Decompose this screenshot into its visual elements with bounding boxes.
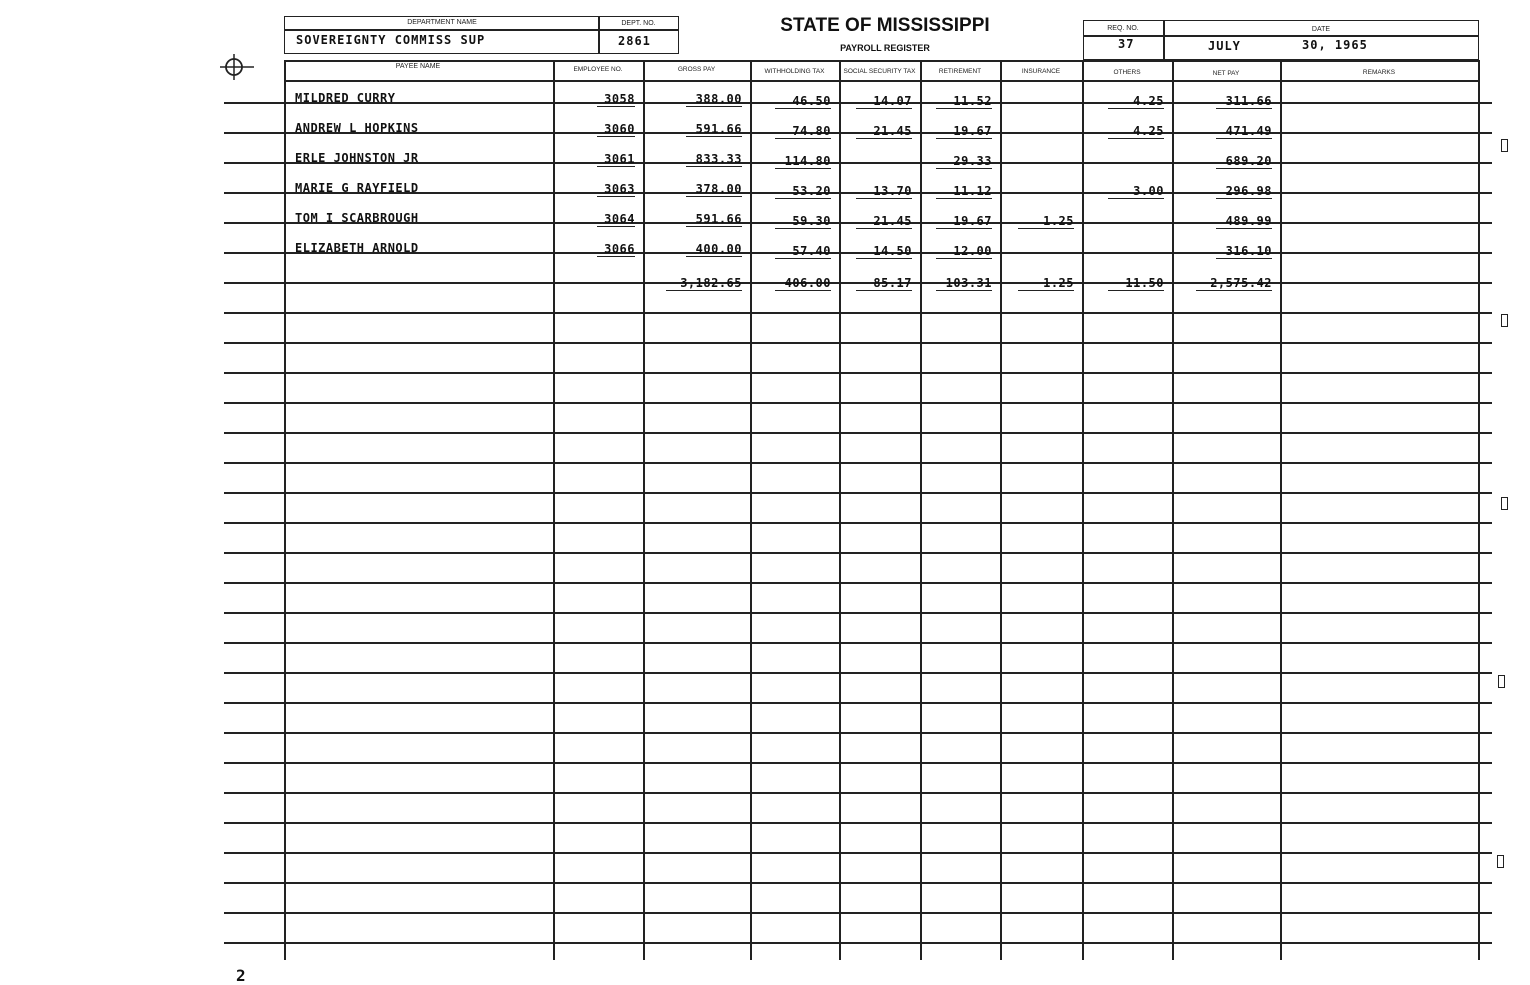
gross-pay-cell: 833.33: [686, 152, 742, 167]
retirement-cell: 19.67: [936, 214, 992, 229]
department-name-value: SOVEREIGNTY COMMISS SUP: [296, 33, 486, 47]
request-number-value: 37: [1118, 37, 1135, 51]
grid-column-line: [643, 60, 645, 960]
registration-mark-icon: [214, 52, 254, 82]
column-header-net-pay: NET PAY: [1212, 70, 1240, 77]
retirement-cell: 11.52: [936, 94, 992, 109]
grid-column-line: [1478, 60, 1480, 960]
grid-column-line: [839, 60, 841, 960]
column-header-insurance: INSURANCE: [1021, 68, 1061, 75]
net-pay-cell: 296.98: [1216, 184, 1272, 199]
social-security-tax-cell: 21.45: [856, 124, 912, 139]
payee-name-cell: ELIZABETH ARNOLD: [295, 241, 419, 255]
column-header-payee-name: PAYEE NAME: [395, 63, 441, 70]
column-header-others: OTHERS: [1113, 69, 1141, 76]
payee-name-cell: TOM I SCARBROUGH: [295, 211, 419, 225]
total-social-security-tax-cell: 85.17: [856, 276, 912, 291]
gross-pay-cell: 400.00: [686, 242, 742, 257]
column-header-social-security-tax: SOCIAL SECURITY TAX: [843, 68, 916, 75]
page-title: STATE OF MISSISSIPPI: [780, 15, 990, 36]
request-number-label: REQ. NO.: [1107, 25, 1139, 32]
grid-row-line: [224, 492, 1492, 494]
grid-column-line: [284, 60, 286, 960]
grid-row-line: [224, 762, 1492, 764]
grid-row-line: [224, 582, 1492, 584]
grid-row-line: [224, 942, 1492, 944]
total-net-pay-cell: 2,575.42: [1196, 276, 1272, 291]
grid-column-line: [1172, 60, 1174, 960]
date-month-value: JULY: [1208, 39, 1241, 53]
social-security-tax-cell: 14.50: [856, 244, 912, 259]
grid-row-line: [224, 882, 1492, 884]
column-header-retirement: RETIREMENT: [938, 68, 982, 75]
employee-number-cell: 3064: [597, 212, 635, 227]
employee-number-cell: 3060: [597, 122, 635, 137]
column-header-gross-pay: GROSS PAY: [677, 66, 716, 73]
gross-pay-cell: 591.66: [686, 122, 742, 137]
net-pay-cell: 316.10: [1216, 244, 1272, 259]
binder-mark-icon: [1501, 139, 1508, 152]
total-retirement-cell: 103.31: [936, 276, 992, 291]
grid-row-line: [224, 522, 1492, 524]
department-name-label: DEPARTMENT NAME: [407, 19, 477, 26]
grid-row-line: [224, 402, 1492, 404]
grid-row-line: [224, 912, 1492, 914]
grid-row-line: [224, 432, 1492, 434]
others-cell: 4.25: [1108, 124, 1164, 139]
withholding-tax-cell: 57.40: [775, 244, 831, 259]
total-others-cell: 11.50: [1108, 276, 1164, 291]
employee-number-cell: 3058: [597, 92, 635, 107]
column-header-remarks: REMARKS: [1362, 69, 1396, 76]
column-header-withholding-tax: WITHHOLDING TAX: [764, 68, 825, 75]
grid-row-line: [224, 672, 1492, 674]
social-security-tax-cell: 14.07: [856, 94, 912, 109]
net-pay-cell: 489.99: [1216, 214, 1272, 229]
binder-mark-icon: [1501, 497, 1508, 510]
employee-number-cell: 3063: [597, 182, 635, 197]
payee-name-cell: ERLE JOHNSTON JR: [295, 151, 419, 165]
grid-row-line: [224, 312, 1492, 314]
others-cell: 3.00: [1108, 184, 1164, 199]
withholding-tax-cell: 46.50: [775, 94, 831, 109]
gross-pay-cell: 388.00: [686, 92, 742, 107]
grid-row-line: [224, 852, 1492, 854]
retirement-cell: 11.12: [936, 184, 992, 199]
retirement-cell: 29.33: [936, 154, 992, 169]
payee-name-cell: ANDREW L HOPKINS: [295, 121, 419, 135]
retirement-cell: 19.67: [936, 124, 992, 139]
grid-row-line: [224, 702, 1492, 704]
total-withholding-tax-cell: 406.00: [775, 276, 831, 291]
withholding-tax-cell: 114.80: [775, 154, 831, 169]
date-label: DATE: [1311, 26, 1331, 33]
net-pay-cell: 311.66: [1216, 94, 1272, 109]
employee-number-cell: 3061: [597, 152, 635, 167]
withholding-tax-cell: 59.30: [775, 214, 831, 229]
total-gross-pay-cell: 3,182.65: [666, 276, 742, 291]
grid-row-line: [224, 612, 1492, 614]
column-header-employee-no: EMPLOYEE NO.: [573, 66, 623, 73]
net-pay-cell: 689.20: [1216, 154, 1272, 169]
footer-mark: 2: [236, 966, 246, 985]
request-date-divider: [1083, 35, 1479, 37]
grid-row-line: [224, 822, 1492, 824]
employee-number-cell: 3066: [597, 242, 635, 257]
department-number-label: DEPT. NO.: [621, 20, 656, 27]
grid-column-line: [1000, 60, 1002, 960]
grid-row-line: [224, 372, 1492, 374]
grid-row-line: [224, 462, 1492, 464]
binder-mark-icon: [1498, 675, 1505, 688]
grid-top-border: [284, 60, 1478, 62]
grid-row-line: [224, 342, 1492, 344]
net-pay-cell: 471.49: [1216, 124, 1272, 139]
total-insurance-cell: 1.25: [1018, 276, 1074, 291]
binder-mark-icon: [1501, 314, 1508, 327]
grid-row-line: [224, 642, 1492, 644]
retirement-cell: 12.00: [936, 244, 992, 259]
payee-name-cell: MARIE G RAYFIELD: [295, 181, 419, 195]
grid-column-line: [920, 60, 922, 960]
withholding-tax-cell: 74.80: [775, 124, 831, 139]
social-security-tax-cell: 21.45: [856, 214, 912, 229]
date-day-year-value: 30, 1965: [1302, 38, 1368, 52]
grid-column-line: [553, 60, 555, 960]
gross-pay-cell: 378.00: [686, 182, 742, 197]
withholding-tax-cell: 53.20: [775, 184, 831, 199]
grid-row-line: [224, 792, 1492, 794]
insurance-cell: 1.25: [1018, 214, 1074, 229]
grid-column-line: [1280, 60, 1282, 960]
gross-pay-cell: 591.66: [686, 212, 742, 227]
grid-column-line: [750, 60, 752, 960]
others-cell: 4.25: [1108, 94, 1164, 109]
page-subtitle: PAYROLL REGISTER: [840, 43, 930, 53]
grid-header-rule: [284, 80, 1478, 82]
binder-mark-icon: [1497, 855, 1504, 868]
grid-row-line: [224, 552, 1492, 554]
payee-name-cell: MILDRED CURRY: [295, 91, 396, 105]
social-security-tax-cell: 13.70: [856, 184, 912, 199]
grid-column-line: [1082, 60, 1084, 960]
department-number-value: 2861: [618, 34, 651, 48]
grid-row-line: [224, 732, 1492, 734]
